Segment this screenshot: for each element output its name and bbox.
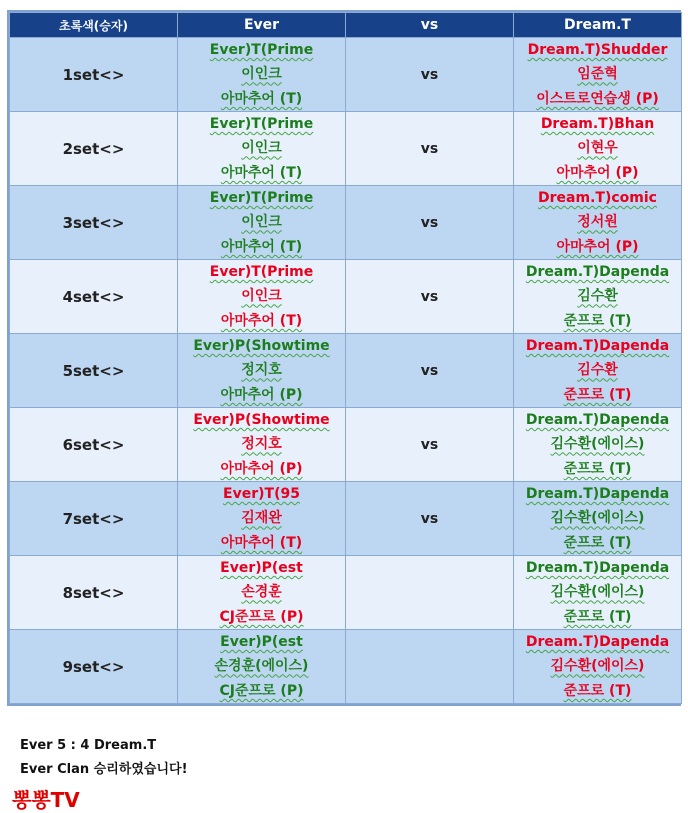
ever-player xyxy=(178,408,346,482)
result-message: Ever Clan 승리하였습니다! xyxy=(20,762,188,777)
vs-cell: vs xyxy=(346,408,514,482)
ever-player-line: 아마추어 (P) xyxy=(220,386,303,403)
ever-player-line: 정지호 xyxy=(241,436,282,453)
ever-player-line: 이인크 xyxy=(241,214,282,231)
dream-player xyxy=(514,186,682,260)
dream-player-line: Dream.T)comic xyxy=(538,190,657,207)
dream-player-line: 김수환(에이스) xyxy=(550,510,645,527)
ever-player-line: 아마추어 (P) xyxy=(220,460,303,477)
ever-player-line: 아마추어 (T) xyxy=(220,238,303,255)
set-label: 1set<> xyxy=(10,38,178,112)
dream-player xyxy=(514,630,682,704)
set-row xyxy=(10,112,682,186)
set-label: 8set<> xyxy=(10,556,178,630)
ever-player-line: 아마추어 (T) xyxy=(220,90,303,107)
dream-player-line: 김수환(에이스) xyxy=(550,436,645,453)
set-row xyxy=(10,630,682,704)
set-row xyxy=(10,556,682,630)
ever-player-line: Ever)T(95 xyxy=(223,486,300,503)
ever-player-line: CJ준프로 (P) xyxy=(219,682,304,699)
ever-player xyxy=(178,186,346,260)
dream-player-line: 김수환 xyxy=(577,288,618,305)
dream-player-line: 준프로 (T) xyxy=(563,386,632,403)
brand-logo-text: 뽕뽕TV xyxy=(12,788,80,812)
vs-cell xyxy=(346,556,514,630)
dream-player-line: 김수환(에이스) xyxy=(550,584,645,601)
dream-player xyxy=(514,482,682,556)
dream-player-line: 아마추어 (P) xyxy=(556,238,639,255)
ever-player-line: 김재완 xyxy=(241,510,282,527)
header-winner: 초록색(승자) xyxy=(10,13,178,38)
header-row xyxy=(10,13,682,38)
dream-player-line: Dream.T)Dapenda xyxy=(525,634,670,651)
ever-player-line: 손경훈(에이스) xyxy=(214,658,309,675)
dream-player xyxy=(514,38,682,112)
set-label: 6set<> xyxy=(10,408,178,482)
dream-player-line: 임준혁 xyxy=(577,66,618,83)
dream-player-line: Dream.T)Shudder xyxy=(527,42,668,59)
ever-player-line: Ever)T(Prime xyxy=(209,264,314,281)
header-dream: Dream.T xyxy=(514,13,682,38)
ever-player-line: Ever)T(Prime xyxy=(209,116,314,133)
ever-player-line: CJ준프로 (P) xyxy=(219,608,304,625)
set-row xyxy=(10,260,682,334)
set-label: 2set<> xyxy=(10,112,178,186)
dream-player-line: 아마추어 (P) xyxy=(556,164,639,181)
ever-player-line: Ever)T(Prime xyxy=(209,42,314,59)
match-table-container xyxy=(7,10,681,706)
dream-player-line: 준프로 (T) xyxy=(563,534,632,551)
ever-player-line: Ever)P(Showtime xyxy=(193,412,330,429)
result-summary xyxy=(20,734,188,782)
set-row xyxy=(10,38,682,112)
ever-player-line: 손경훈 xyxy=(241,584,282,601)
dream-player-line: Dream.T)Dapenda xyxy=(525,338,670,355)
ever-player-line: 아마추어 (T) xyxy=(220,312,303,329)
dream-player-line: Dream.T)Dapenda xyxy=(525,486,670,503)
ever-player-line: Ever)P(est xyxy=(220,560,303,577)
set-row xyxy=(10,186,682,260)
ever-player-line: 아마추어 (T) xyxy=(220,534,303,551)
vs-cell: vs xyxy=(346,482,514,556)
dream-player xyxy=(514,408,682,482)
dream-player-line: Dream.T)Dapenda xyxy=(525,412,670,429)
vs-cell: vs xyxy=(346,186,514,260)
dream-player-line: 준프로 (T) xyxy=(563,312,632,329)
ever-player xyxy=(178,630,346,704)
dream-player-line: 준프로 (T) xyxy=(563,682,632,699)
dream-player-line: 이현우 xyxy=(577,140,618,157)
dream-player xyxy=(514,334,682,408)
ever-player xyxy=(178,38,346,112)
dream-player xyxy=(514,260,682,334)
ever-player-line: 이인크 xyxy=(241,140,282,157)
dream-player-line: 정서원 xyxy=(577,214,618,231)
ever-player-line: 이인크 xyxy=(241,288,282,305)
dream-player-line: Dream.T)Bhan xyxy=(540,116,655,133)
ever-player xyxy=(178,556,346,630)
vs-cell: vs xyxy=(346,112,514,186)
dream-player-line: Dream.T)Dapenda xyxy=(525,264,670,281)
ever-player-line: 이인크 xyxy=(241,66,282,83)
final-score: Ever 5 : 4 Dream.T xyxy=(20,738,157,753)
vs-cell: vs xyxy=(346,334,514,408)
ever-player xyxy=(178,334,346,408)
match-table xyxy=(9,12,682,704)
ever-player xyxy=(178,112,346,186)
dream-player-line: 김수환(에이스) xyxy=(550,658,645,675)
vs-cell xyxy=(346,630,514,704)
ever-player-line: Ever)P(est xyxy=(220,634,303,651)
set-label: 9set<> xyxy=(10,630,178,704)
set-row xyxy=(10,408,682,482)
header-vs: vs xyxy=(346,13,514,38)
set-label: 5set<> xyxy=(10,334,178,408)
dream-player xyxy=(514,556,682,630)
dream-player-line: 이스트로연습생 (P) xyxy=(536,90,659,107)
ever-player-line: 아마추어 (T) xyxy=(220,164,303,181)
dream-player-line: 김수환 xyxy=(577,362,618,379)
ever-player-line: 정지호 xyxy=(241,362,282,379)
header-ever: Ever xyxy=(178,13,346,38)
ever-player xyxy=(178,260,346,334)
set-label: 3set<> xyxy=(10,186,178,260)
dream-player xyxy=(514,112,682,186)
ever-player xyxy=(178,482,346,556)
ever-player-line: Ever)P(Showtime xyxy=(193,338,330,355)
vs-cell: vs xyxy=(346,38,514,112)
set-row xyxy=(10,334,682,408)
dream-player-line: 준프로 (T) xyxy=(563,460,632,477)
set-row xyxy=(10,482,682,556)
vs-cell: vs xyxy=(346,260,514,334)
dream-player-line: Dream.T)Dapenda xyxy=(525,560,670,577)
set-label: 4set<> xyxy=(10,260,178,334)
ever-player-line: Ever)T(Prime xyxy=(209,190,314,207)
set-label: 7set<> xyxy=(10,482,178,556)
dream-player-line: 준프로 (T) xyxy=(563,608,632,625)
